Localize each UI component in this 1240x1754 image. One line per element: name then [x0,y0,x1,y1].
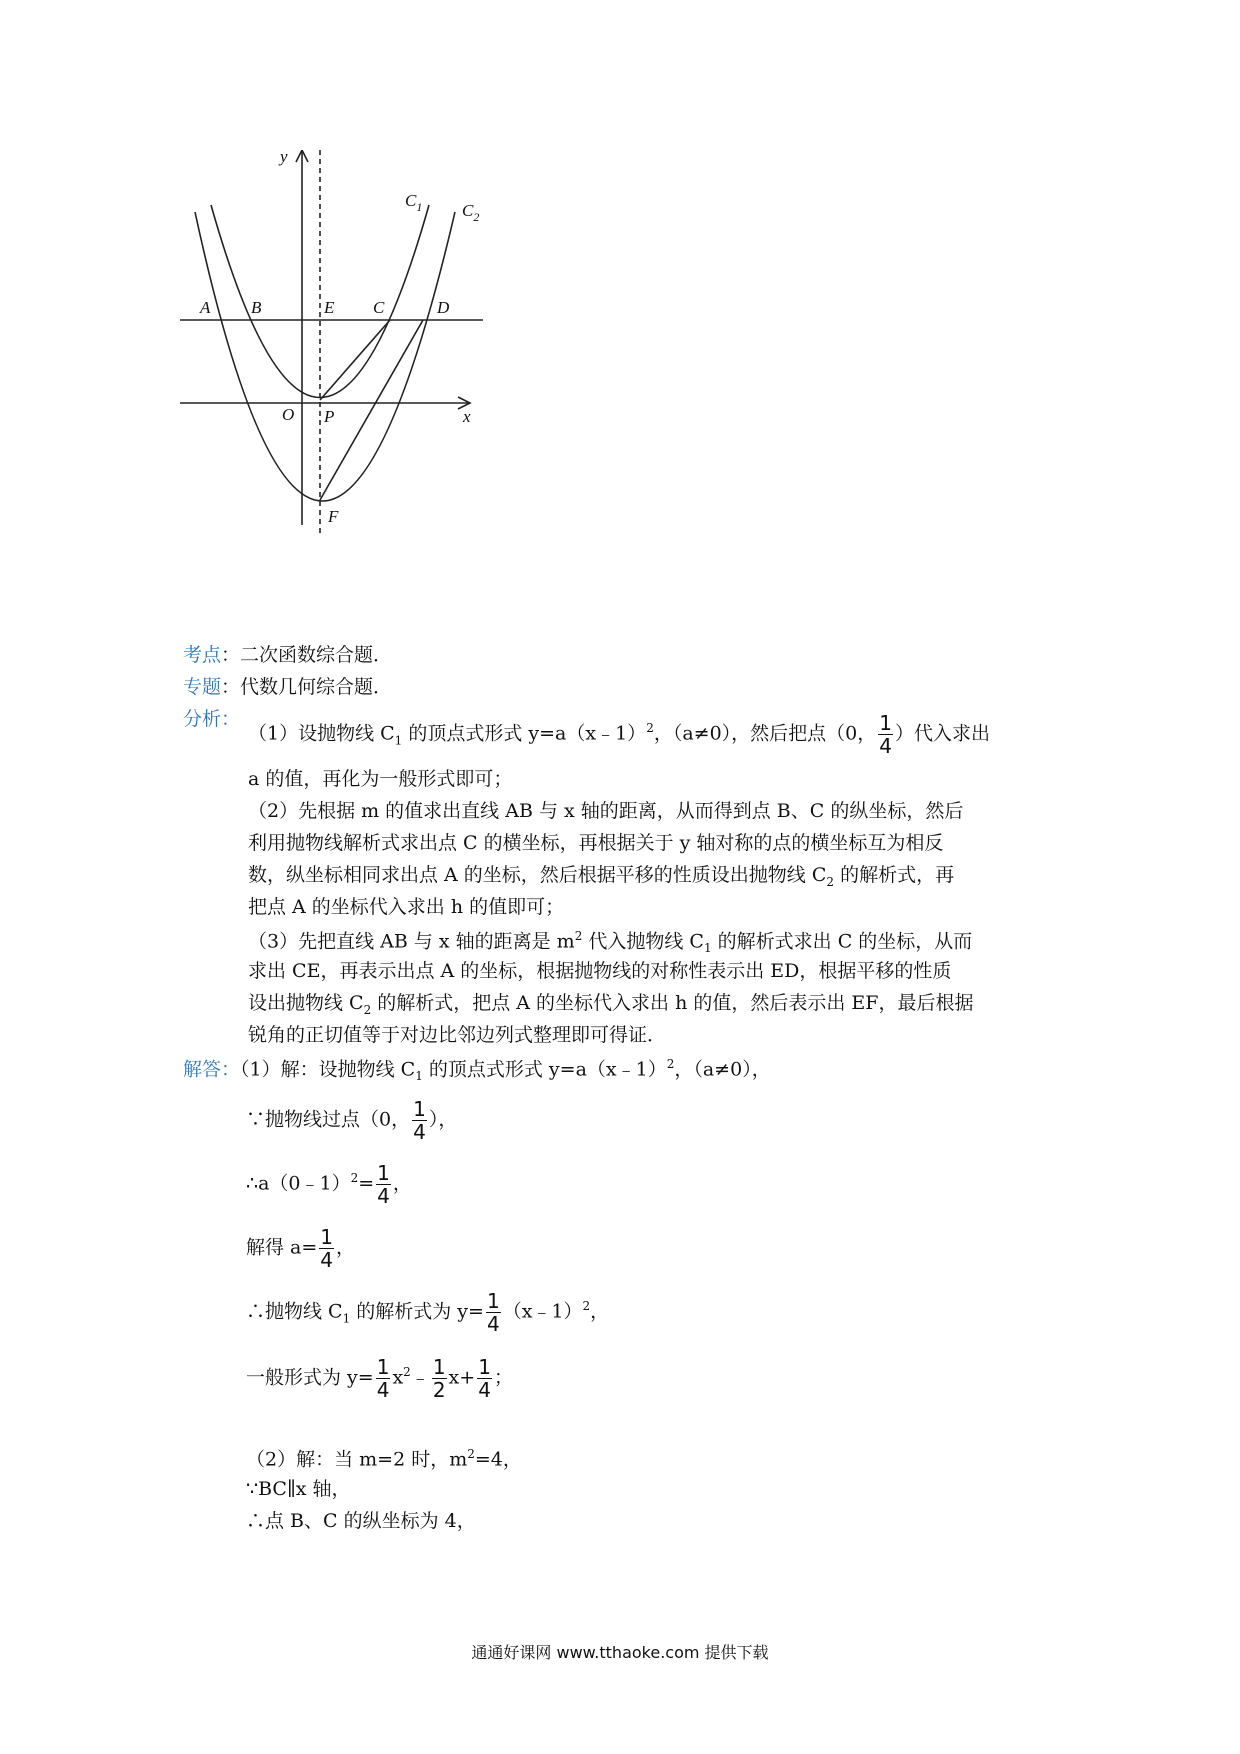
jieda-s6e: ； [493,1366,513,1389]
kaodian-line [183,646,392,665]
fraction-denominator: 4 [377,1184,390,1208]
fenxi-l9a: 设出抛物线 C [248,992,364,1014]
fenxi-line-7 [248,930,972,954]
fraction [412,1098,427,1143]
jieda-s5-sup: 2 [582,1299,591,1314]
parabola-c2 [195,212,455,501]
fraction [878,712,893,757]
fenxi-l5a: 数，纵坐标相同求出点 A 的坐标，然后根据平移的性质设出抛物线 C [248,864,827,886]
fraction-numerator: 1 [486,1289,500,1313]
fenxi-line-10: 锐角的正切值等于对边比邻边列式整理即可得证． [248,1024,667,1046]
fenxi-l7c: 的解析式求出 C 的坐标，从而 [711,930,973,953]
fenxi-line-2: a 的值，再化为一般形式即可； [248,768,513,790]
parabola-figure [180,150,550,600]
kaodian-label: 考点 [183,644,222,666]
label-E: E [324,298,335,317]
jieda-s6-sup: 2 [403,1365,411,1380]
jieda-s1c: ，（a≠0）， [674,1058,771,1081]
fraction-numerator: 1 [879,711,892,735]
jieda-s5b: 的解析式为 y= [350,1300,484,1323]
jieda-s3b: = [358,1172,375,1195]
label-A: A [200,298,211,317]
fraction-denominator: 4 [376,1378,390,1402]
label-c2: $C_2$ [462,201,480,224]
jieda-t1a: （2）解：当 m=2 时，m [246,1448,468,1471]
label-F: F [328,507,339,526]
fenxi-l5-sub: 2 [826,874,835,889]
jieda-s4b: ， [336,1236,356,1259]
jieda-line-5 [246,1290,609,1335]
label-D: D [437,298,450,317]
jieda-s1-sup: 2 [666,1057,675,1071]
jieda-s6a: 一般形式为 y= [246,1366,374,1389]
fenxi-colon: ： [221,708,241,730]
fenxi-line-6: 把点 A 的坐标代入求出 h 的值即可； [248,896,565,918]
label-x: x [463,407,471,426]
fenxi-l9-sub: 2 [363,1002,372,1017]
fenxi-line-4: 利用抛物线解析式求出点 C 的横坐标，再根据关于 y 轴对称的点的横坐标互为相反 [248,832,944,854]
zhuanti-text: ：代数几何综合题． [221,676,393,698]
fenxi-line-9 [248,994,973,1016]
fraction-numerator: 1 [478,1355,491,1379]
jieda-t1b: =4， [474,1448,522,1471]
fraction [432,1356,447,1401]
fenxi-line-5 [248,866,954,888]
jieda-s6c: ﹣ [410,1366,430,1389]
jieda-s1-sub: 1 [415,1069,423,1084]
fraction-numerator: 1 [377,1161,390,1185]
fraction [376,1356,391,1401]
fenxi-p1-b: 的顶点式形式 y=a（x﹣1） [402,722,647,745]
jieda-line-8: ∵BC∥x 轴， [246,1478,351,1500]
jieda-s2b: ）， [428,1108,458,1131]
fenxi-l7-sup: 2 [574,929,583,943]
fenxi-line-1 [248,712,990,757]
jieda-s2a: ∵抛物线过点（0， [246,1108,411,1131]
jieda-s3-sup: 2 [350,1171,359,1186]
jieda-s6d: x+ [448,1366,476,1389]
label-y: y [280,150,288,166]
jieda-s1b: 的顶点式形式 y=a（x﹣1） [422,1058,667,1081]
fenxi-p1-c: ，（a≠0），然后把点（0， [653,722,877,745]
fraction-denominator: 4 [879,734,892,758]
fenxi-l9b: 的解析式，把点 A 的坐标代入求出 h 的值，然后表示出 EF，最后根据 [371,992,974,1014]
jieda-label: 解答 [183,1058,222,1081]
fenxi-line-3: （2）先根据 m 的值求出直线 AB 与 x 轴的距离，从而得到点 B、C 的纵坐标，然后 [248,800,964,822]
fraction [319,1226,334,1271]
fraction-denominator: 2 [432,1378,446,1402]
jieda-line-1 [183,1058,771,1082]
footer-watermark: 通通好课网 www.tthaoke.com 提供下载 [471,1643,769,1662]
fenxi-l7a: （3）先把直线 AB 与 x 轴的距离是 m [248,930,575,953]
jieda-s4a: 解得 a= [246,1236,318,1259]
fraction-denominator: 4 [320,1248,334,1272]
fenxi-p1-a: （1）设抛物线 C [248,722,395,745]
fraction [376,1162,391,1207]
fenxi-p1-sub: 1 [394,733,403,748]
label-c1: $C_1$ [405,191,423,214]
fraction-denominator: 4 [486,1312,500,1336]
label-O: O [282,405,295,424]
jieda-line-4 [246,1226,355,1271]
jieda-line-2 [246,1098,457,1143]
kaodian-text: ：二次函数综合题． [221,644,393,666]
segment-fd [320,320,423,500]
label-P: P [324,407,335,426]
fenxi-p1-d: ）代入求出 [895,722,991,745]
fraction-denominator: 4 [478,1378,491,1402]
zhuanti-label: 专题 [183,676,222,698]
jieda-line-9: ∴点 B、C 的纵坐标为 4， [246,1510,476,1532]
jieda-s5d: ， [590,1300,610,1323]
jieda-t1-sup: 2 [467,1447,475,1461]
fraction-numerator: 1 [413,1097,426,1121]
fraction [486,1290,501,1335]
fenxi-line-8: 求出 CE，再表示出点 A 的坐标，根据抛物线的对称性表示出 ED，根据平移的性质 [248,960,952,982]
label-C: C [373,298,385,317]
jieda-s5a: ∴抛物线 C [246,1300,343,1323]
fenxi-label-line [183,710,240,729]
jieda-s3c: ， [392,1172,412,1195]
jieda-s3a: ∴a（0﹣1） [246,1172,351,1195]
zhuanti-line [183,678,392,697]
fraction-numerator: 1 [432,1355,446,1379]
segment-pc [320,320,390,400]
fenxi-p1-sup: 2 [646,721,654,736]
jieda-s1a: （1）解：设抛物线 C [240,1058,416,1081]
fraction [477,1356,492,1401]
jieda-s6b: x [392,1366,404,1389]
jieda-line-6 [246,1356,513,1401]
jieda-line-7 [246,1448,522,1469]
jieda-s5c: （x﹣1） [502,1300,583,1323]
fenxi-l5b: 的解析式，再 [834,864,955,886]
jieda-s5-sub: 1 [342,1311,351,1326]
fraction-denominator: 4 [413,1120,426,1144]
fraction-numerator: 1 [376,1355,390,1379]
fenxi-label: 分析 [183,708,222,730]
jieda-colon: ： [221,1058,241,1081]
fenxi-l7-sub: 1 [703,941,712,956]
label-B: B [251,298,262,317]
fraction-numerator: 1 [320,1225,334,1249]
fenxi-l7b: 代入抛物线 C [582,930,704,953]
jieda-line-3 [246,1162,412,1207]
